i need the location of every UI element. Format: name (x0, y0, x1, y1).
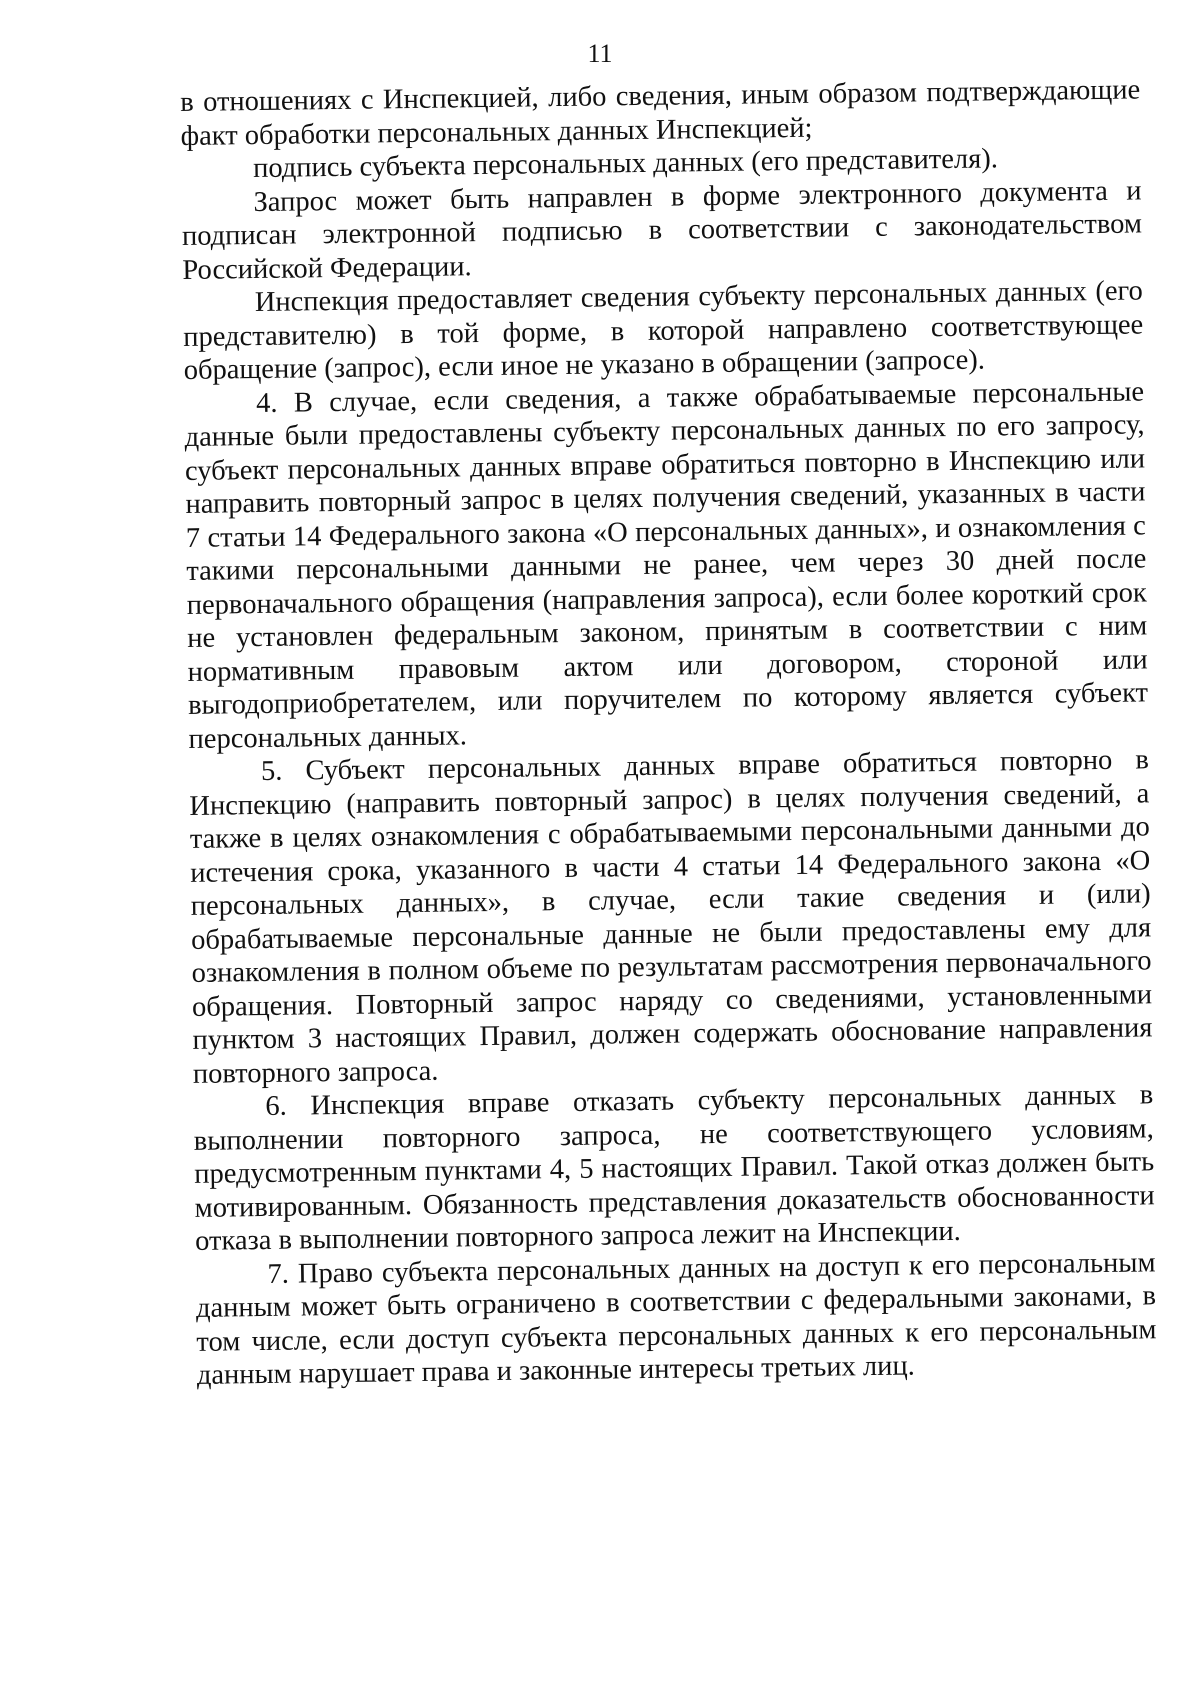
paragraph-item-5: 5. Субъект персональных данных вправе обратиться повторно в Инспекцию (направить повторный запрос) в целях получения сведений, а также в целях ознакомления с обрабатываемыми персональными данными до истечения срока, указанного в части 4 статьи 14 Федерального закона «О персональных данных», в случае, если такие сведения и (или) обрабатываемые персональные данные не были предоставлены ему для ознакомления в полном объеме по результатам рассмотрения первоначального обращения. Повторный запрос наряду со сведениями, установленными пунктом 3 настоящих Правил, должен содержать обоснование направления повторного запроса. (189, 744, 1153, 1090)
page-number: 11 (587, 39, 613, 68)
paragraph-continuation: в отношениях с Инспекцией, либо сведения, иным образом подтверждающие факт обработки персональных данных Инспекцией; (180, 74, 1141, 152)
paragraph-item-6: 6. Инспекция вправе отказать субъекту персональных данных в выполнении повторного запроса, не соответствующего условиям, предусмотренным пунктами 4, 5 настоящих Правил. Такой отказ должен быть мотивированным. Обязанность представления доказательств обоснованности отказа в выполнении повторного запроса лежит на Инспекции. (193, 1079, 1155, 1257)
paragraph-item-7: 7. Право субъекта персональных данных на доступ к его персональным данным может быть ограничено в соответствии с федеральными законами, в том числе, если доступ субъекта персональных данных к его персональным данным нарушает права и законные интересы третьих лиц. (195, 1246, 1157, 1391)
paragraph-signature-requirement: подпись субъекта персональных данных (его представителя). (252, 143, 999, 185)
paragraph-electronic-request: Запрос может быть направлен в форме электронного документа и подписан электронной подписью в соответствии с законодательством Российской Федерации. (181, 174, 1143, 286)
document-body (180, 73, 1157, 1392)
paragraph-item-4: 4. В случае, если сведения, а также обрабатываемые персональные данные были предоставлены субъекту персональных данных по его запросу, субъект персональных данных вправе обратиться повторно в Инспекцию или направить повторный запрос в целях получения сведений, указанных в части 7 статьи 14 Федерального закона «О персональных данных», и ознакомления с такими персональными данными не ранее, чем через 30 дней после первоначального обращения (направления запроса), если более короткий срок не установлен федеральным законом, принятым в соответствии с ним нормативным правовым актом или договором, стороной или выгодоприобретателем, или поручителем по которому является субъект персональных данных. (184, 375, 1149, 755)
paragraph-response-form: Инспекция предоставляет сведения субъекту персональных данных (его представителю) в той форме, в которой направлено соответствующее обращение (запрос), если иное не указано в обращении (запросе). (183, 275, 1144, 386)
